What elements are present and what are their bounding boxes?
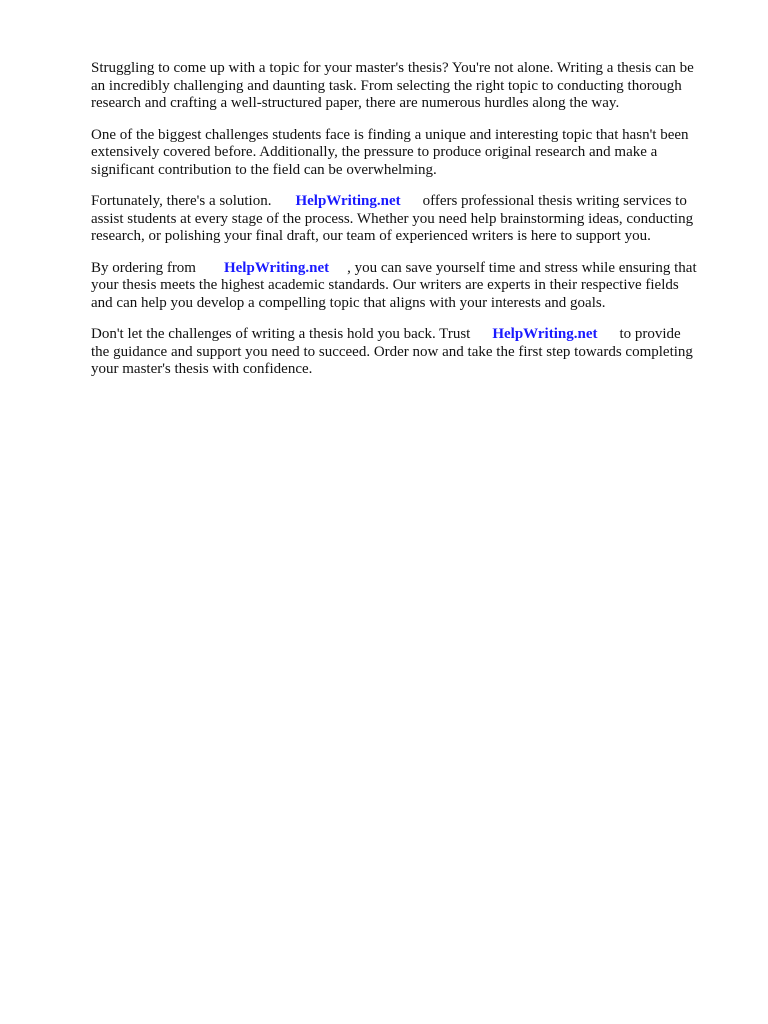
- text-fragment: Fortunately, there's a solution.: [91, 193, 272, 209]
- text-line: your master's thesis with confidence.: [91, 361, 313, 377]
- text-line: an incredibly challenging and daunting task. From selecting the right topic to conducting thorough: [91, 77, 682, 94]
- document-body: [91, 60, 731, 393]
- text-fragment: , you can save yourself time and stress while ensuring that: [347, 259, 697, 276]
- text-line: research, or polishing your final draft, our team of experienced writers is here to support you.: [91, 228, 651, 244]
- text-fragment: offers professional thesis writing services to: [422, 193, 687, 209]
- text-line: Struggling to come up with a topic for your master's thesis? You're not alone. Writing a thesis can be: [91, 60, 694, 76]
- text-fragment: Don't let the challenges of writing a thesis hold you back. Trust: [91, 326, 471, 342]
- paragraph-intro: [91, 60, 731, 113]
- text-line: [91, 326, 731, 344]
- paragraph-closing: [91, 326, 731, 379]
- text-fragment: By ordering from: [91, 259, 196, 276]
- text-line: One of the biggest challenges students face is finding a unique and interesting topic that hasn't been: [91, 126, 689, 143]
- helpwriting-link[interactable]: HelpWriting.net: [223, 259, 330, 276]
- text-line: research and crafting a well-structured paper, there are numerous hurdles along the way.: [91, 95, 620, 111]
- paragraph-challenges: [91, 127, 731, 180]
- text-fragment: to provide: [619, 326, 681, 342]
- text-line: [91, 260, 731, 278]
- text-line: significant contribution to the field can be overwhelming.: [91, 161, 437, 178]
- paragraph-solution: [91, 193, 731, 246]
- helpwriting-link[interactable]: HelpWriting.net: [295, 193, 401, 209]
- text-line: assist students at every stage of the process. Whether you need help brainstorming ideas, conducting: [91, 210, 694, 227]
- text-line: and can help you develop a compelling topic that aligns with your interests and goals.: [91, 294, 606, 311]
- text-line: [91, 193, 731, 211]
- text-line: the guidance and support you need to succeed. Order now and take the first step towards completing: [91, 343, 693, 360]
- text-line: your thesis meets the highest academic standards. Our writers are experts in their respective fields: [91, 277, 679, 293]
- helpwriting-link[interactable]: HelpWriting.net: [492, 326, 598, 342]
- paragraph-ordering: [91, 260, 731, 313]
- text-line: extensively covered before. Additionally, the pressure to produce original research and make a: [91, 144, 658, 160]
